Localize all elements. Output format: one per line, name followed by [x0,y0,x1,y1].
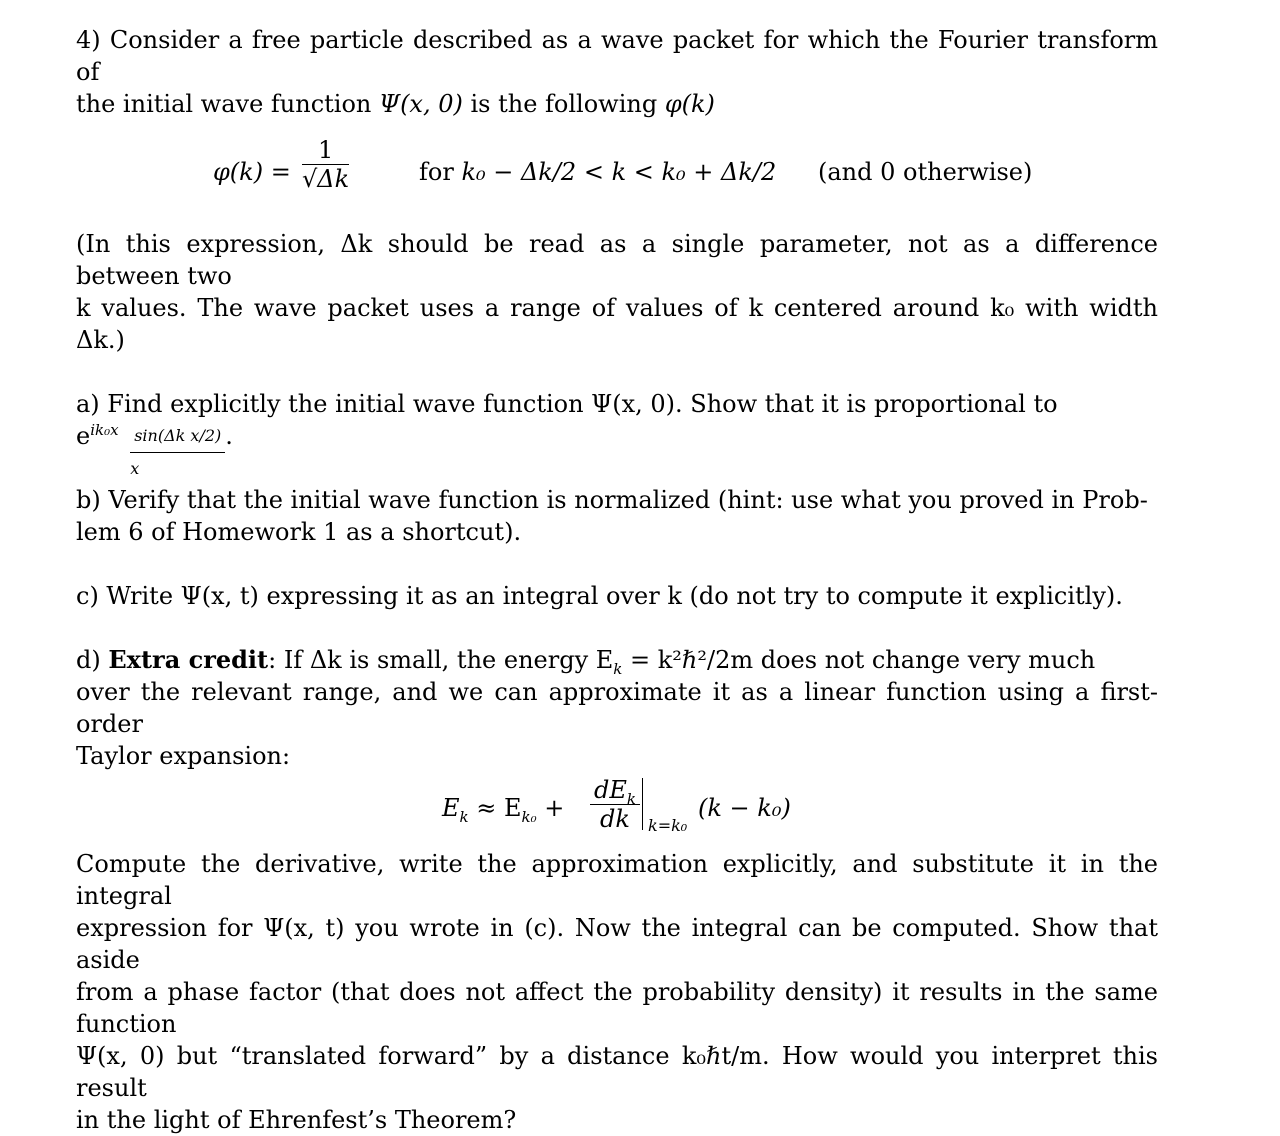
final-line-5: in the light of Ehrenfest’s Theorem? [76,1106,517,1134]
eq2-approx: ≈ E [468,794,522,822]
eq2-E: E [442,794,460,822]
part-a-expression [76,420,1158,478]
part-a-fraction [130,420,225,485]
eq1-range: k₀ − Δk/2 < k < k₀ + Δk/2 [461,158,777,186]
eq2-numerator: $dE_k$ [590,776,640,805]
eq1-for: for [419,158,462,186]
problem-intro [76,24,1158,120]
final-line-3: from a phase factor (that does not affect the probability density) it results in the same function [76,978,1158,1038]
eq2-dE: dE [594,776,627,804]
part-b-line-2: lem 6 of Homework 1 as a shortcut). [76,518,522,546]
eq2-eval-at: k=k₀ [648,816,688,835]
part-b-line-1: b) Verify that the initial wave function is normalized (hint: use what you proved in Prob- [76,486,1148,514]
final-paragraph [76,848,1158,1136]
part-d-text: : If Δk is small, the energy E [268,646,614,674]
part-d-line-3: Taylor expansion: [76,742,291,770]
part-a-denominator: x [130,459,140,478]
note-line-2: k values. The wave packet uses a range of values of k centered around k₀ with width Δk.) [76,294,1158,354]
eq2-derivative [590,776,640,833]
part-d [76,644,1158,772]
problem-text [76,24,1158,1136]
intro-line-2 [76,88,1158,120]
psi-x0: Ψ(x, 0) [379,90,463,118]
final-line-2: expression for Ψ(x, t) you wrote in (c). Now the integral can be computed. Show that aside [76,914,1158,974]
eq1-otherwise: (and 0 otherwise) [818,158,1033,186]
part-d-text-2: = k²ℏ²/2m does not change very much [622,646,1096,674]
equation-phi [76,136,1158,206]
final-line-4: Ψ(x, 0) but “translated forward” by a distance k₀ℏt/m. How would you interpret this result [76,1042,1158,1102]
note-paragraph [76,228,1158,356]
eq1-condition [419,158,776,186]
note-line-1: (In this expression, Δk should be read as a single parameter, not as a difference between two [76,230,1158,290]
eq2-plus: + [536,794,565,822]
intro-line-1: 4) Consider a free particle described as a wave packet for which the Fourier transform of [76,26,1158,86]
phi-k: φ(k) [664,90,715,118]
part-a-line-1: a) Find explicitly the initial wave function Ψ(x, 0). Show that it is proportional to [76,390,1058,418]
eq2-lhs: $E_k \approx E_{k_0}$ + [442,794,565,826]
final-line-1: Compute the derivative, write the approximation explicitly, and substitute it in the integral [76,850,1158,910]
part-d-line-2: over the relevant range, and we can approximate it as a linear function using a first-order [76,678,1158,738]
eq2-eval-bar [642,778,643,830]
extra-credit-label: Extra credit [108,645,269,674]
intro-text: the initial wave function [76,90,380,118]
part-d-label: d) [76,646,109,674]
part-a-period: . [225,422,233,450]
part-a-numerator: sin(Δk x/2) [130,420,225,453]
eq2-denominator: dk [600,805,630,833]
eq2-tail: (k − k₀) [698,794,791,822]
part-a [76,388,1158,478]
equation-taylor [76,772,1158,846]
part-a-exp-base: e [76,422,91,450]
eq1-lhs: φ(k) = [213,158,291,186]
part-a-exp-power: ik₀x [90,421,119,439]
eq1-numerator: 1 [302,136,349,165]
eq1-fraction [302,136,349,193]
part-c-line-1: c) Write Ψ(x, t) expressing it as an integral over k (do not try to compute it explicitly). [76,582,1123,610]
part-b [76,484,1158,548]
eq1-denominator: √Δk [302,165,350,193]
part-c [76,580,1158,612]
part-d-line-1: d) Extra credit: If Δk is small, the energy $E_k$ = k²ℏ²/2m does not change very much [76,645,1096,678]
intro-text-2: is the following [462,90,665,118]
